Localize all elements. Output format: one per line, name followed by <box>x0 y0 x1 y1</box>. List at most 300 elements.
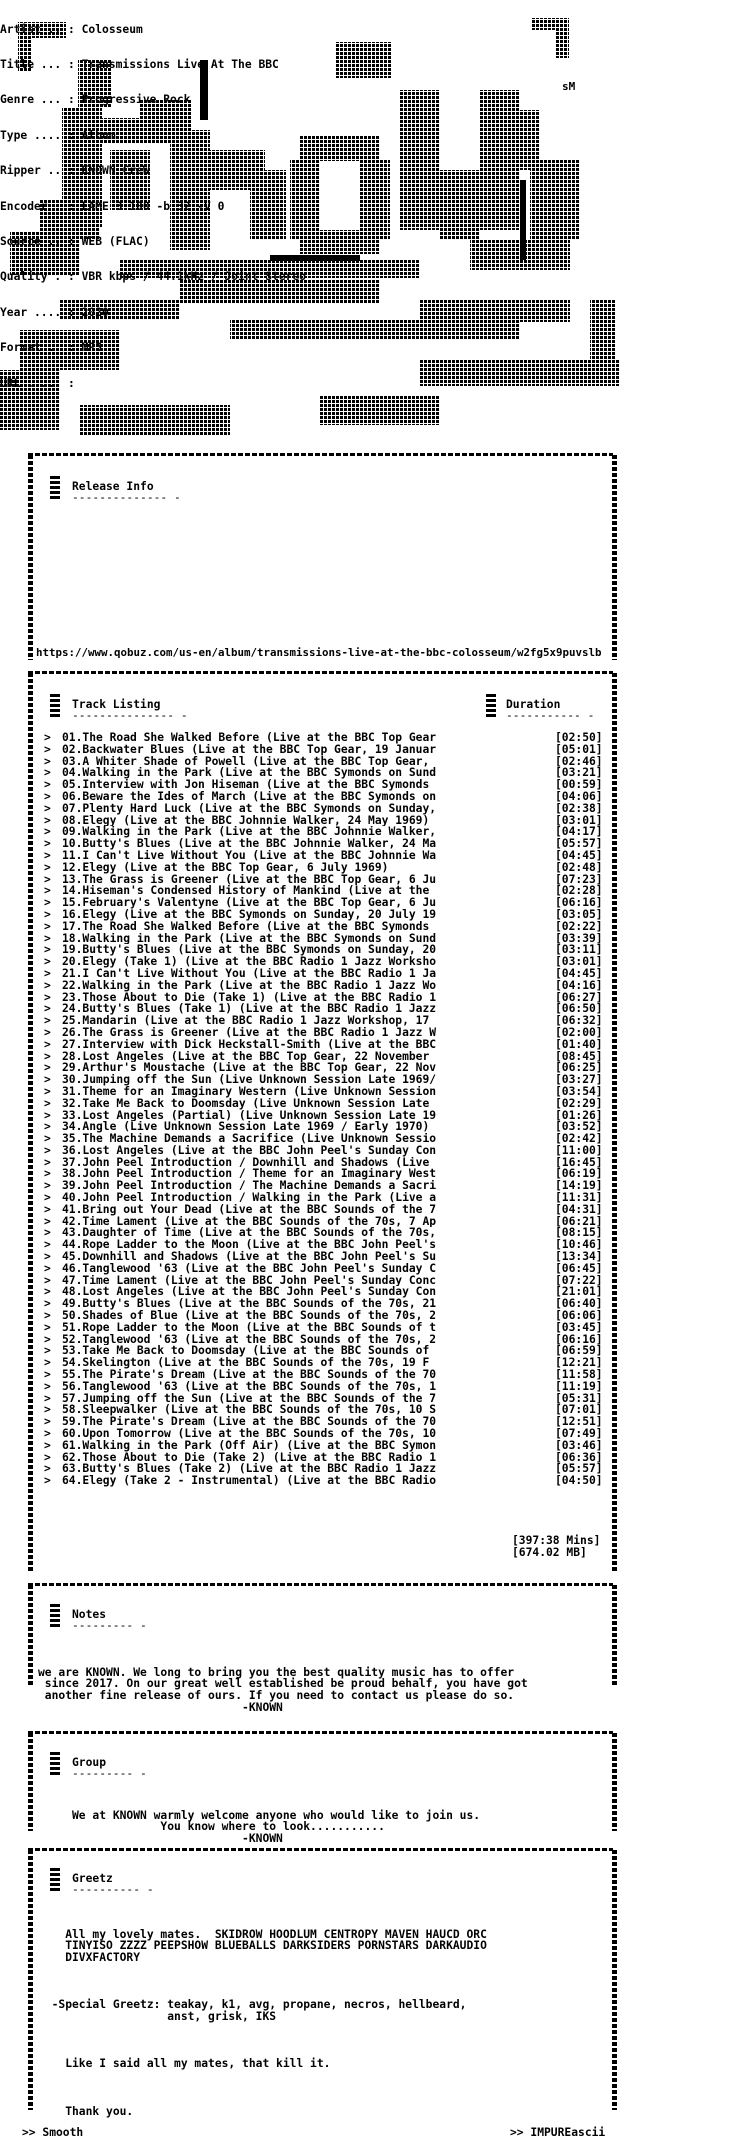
track-title: 52.Tanglewood '63 (Live at the BBC Sounds of the 70s, 2 <box>62 1333 437 1346</box>
track-title: 64.Elegy (Take 2 - Instrumental) (Live at the BBC Radio <box>62 1475 437 1487</box>
track-title: 40.John Peel Introduction / Walking in the Park (Live a <box>62 1192 437 1204</box>
track-title: 46.Tanglewood '63 (Live at the BBC John Peel's Sunday C <box>62 1262 437 1275</box>
track-arrow: > <box>44 1438 51 1452</box>
track-arrow: > <box>44 1191 51 1205</box>
track-row <box>44 1157 635 1169</box>
track-row <box>44 1039 635 1051</box>
track-arrow: > <box>44 1238 51 1252</box>
top-border <box>28 1731 613 1734</box>
track-title: 12.Elegy (Live at the BBC Top Gear, 6 July 1969) <box>62 861 389 874</box>
track-title: 61.Walking in the Park (Off Air) (Live at the BBC Symon <box>62 1439 437 1452</box>
left-border <box>28 1850 33 2110</box>
footer-right: >> IMPUREascii <box>510 2126 606 2139</box>
track-title: 24.Butty's Blues (Take 1) (Live at the BBC Radio 1 Jazz <box>62 1003 437 1016</box>
track-row <box>44 1204 635 1216</box>
track-duration: [04:31] <box>555 1202 603 1216</box>
track-title: 48.Lost Angeles (Live at the BBC John Peel's Sunday Con <box>62 1286 437 1299</box>
track-row <box>44 1298 635 1310</box>
track-row <box>44 1452 635 1464</box>
track-title: 59.The Pirate's Dream (Live at the BBC Sounds of the 70 <box>62 1416 437 1429</box>
track-duration: [11:58] <box>555 1368 603 1382</box>
track-duration: [03:01] <box>555 813 603 827</box>
left-border <box>28 455 33 660</box>
heading-underline: --------------- - <box>72 709 188 722</box>
greetz-heading: Greetz <box>72 1872 113 1885</box>
track-arrow: > <box>44 1391 51 1405</box>
track-duration: [02:50] <box>555 731 603 744</box>
track-duration: [06:45] <box>555 1261 603 1275</box>
track-duration: [11:00] <box>555 1143 603 1157</box>
track-title: 41.Bring out Your Dead (Live at the BBC Sounds of the 7 <box>62 1203 437 1216</box>
left-border <box>28 1733 33 1831</box>
row-url: URL ..... : <box>0 376 82 390</box>
track-arrow: > <box>44 1179 51 1193</box>
heading-underline: ---------- - <box>72 1883 154 1896</box>
track-arrow: > <box>44 1214 51 1228</box>
track-row <box>44 933 635 945</box>
track-row <box>44 779 635 791</box>
track-arrow: > <box>44 848 51 862</box>
track-arrow: > <box>44 789 51 803</box>
track-row <box>44 1168 635 1180</box>
track-row <box>44 1239 635 1251</box>
track-row <box>44 1357 635 1369</box>
track-arrow: > <box>44 990 51 1004</box>
track-row <box>44 1345 635 1357</box>
track-row <box>44 897 635 909</box>
right-border <box>612 1850 617 2110</box>
track-arrow: > <box>44 978 51 992</box>
track-duration: [03:11] <box>555 943 603 957</box>
track-title: 23.Those About to Die (Take 1) (Live at the BBC Radio 1 <box>62 991 437 1004</box>
track-duration: [06:32] <box>555 1014 603 1028</box>
track-arrow: > <box>44 1309 51 1323</box>
track-list <box>44 732 635 1487</box>
track-row <box>44 1051 635 1063</box>
track-arrow: > <box>44 919 51 933</box>
track-title: 29.Arthur's Moustache (Live at the BBC Top Gear, 22 Nov <box>62 1062 437 1075</box>
track-arrow: > <box>44 966 51 980</box>
heading-underline: ----------- - <box>506 709 595 722</box>
track-duration: [06:19] <box>555 1167 603 1181</box>
track-arrow: > <box>44 955 51 969</box>
track-title: 43.Daughter of Time (Live at the BBC Sounds of the 70s, <box>62 1227 437 1240</box>
track-duration: [03:05] <box>555 907 603 921</box>
track-row <box>44 1440 635 1452</box>
right-border <box>612 1733 617 1831</box>
track-row <box>44 732 635 744</box>
track-title: 27.Interview with Dick Heckstall-Smith (Live at the BBC <box>62 1038 437 1051</box>
track-arrow: > <box>44 943 51 957</box>
track-title: 55.The Pirate's Dream (Live at the BBC Sounds of the 70 <box>62 1369 437 1381</box>
track-title: 19.Butty's Blues (Live at the BBC Symonds on Sunday, 20 <box>62 944 437 957</box>
track-arrow: > <box>44 872 51 886</box>
track-duration: [03:45] <box>555 1320 603 1334</box>
track-arrow: > <box>44 1332 51 1346</box>
row-genre: Genre ... : Progressive Rock <box>0 93 191 107</box>
track-title: 34.Angle (Live Unknown Session Late 1969 / Early 1970) <box>62 1121 430 1134</box>
track-arrow: > <box>44 1108 51 1122</box>
heading-marker <box>50 1604 60 1628</box>
track-row <box>44 980 635 992</box>
row-type: Type .... : Album <box>0 128 116 142</box>
track-arrow: > <box>44 931 51 945</box>
track-title: 33.Lost Angeles (Partial) (Live Unknown Session Late 19 <box>62 1109 437 1122</box>
track-title: 32.Take Me Back to Doomsday (Live Unknown Session Late <box>62 1097 430 1110</box>
track-title: 25.Mandarin (Live at the BBC Radio 1 Jazz Workshop, 17 <box>62 1015 430 1027</box>
track-row <box>44 1369 635 1381</box>
track-row <box>44 1393 635 1405</box>
track-arrow: > <box>44 907 51 921</box>
track-arrow: > <box>44 884 51 898</box>
track-duration: [02:42] <box>555 1132 603 1146</box>
track-duration: [01:40] <box>555 1037 603 1051</box>
track-duration: [02:48] <box>555 860 603 874</box>
track-arrow: > <box>44 1132 51 1146</box>
top-border <box>28 453 613 456</box>
track-row <box>44 1416 635 1428</box>
group-heading: Group <box>72 1756 107 1769</box>
track-arrow: > <box>44 1261 51 1275</box>
track-duration: [07:23] <box>555 872 603 886</box>
top-border <box>28 1583 613 1586</box>
track-duration: [04:17] <box>555 825 603 839</box>
track-duration: [10:46] <box>555 1238 603 1252</box>
notes-heading: Notes <box>72 1608 107 1621</box>
heading-marker <box>50 476 60 500</box>
track-row <box>44 815 635 827</box>
release-info-heading: Release Info <box>72 480 154 493</box>
track-title: 10.Butty's Blues (Live at the BBC Johnnie Walker, 24 Ma <box>62 838 437 850</box>
logo-mark: sM <box>562 80 576 93</box>
row-encoder: Encoder . : LAME 3.100 -b 32 -V 0 <box>0 199 225 213</box>
left-border <box>28 673 33 1573</box>
track-row <box>44 944 635 956</box>
heading-marker <box>50 1868 60 1892</box>
track-arrow: > <box>44 1061 51 1075</box>
track-duration: [06:16] <box>555 896 603 910</box>
track-title: 56.Tanglewood '63 (Live at the BBC Sounds of the 70s, 1 <box>62 1380 437 1393</box>
track-title: 16.Elegy (Live at the BBC Symonds on Sunday, 20 July 19 <box>62 908 437 921</box>
track-duration: [03:54] <box>555 1084 603 1098</box>
track-duration: [07:49] <box>555 1427 603 1441</box>
track-arrow: > <box>44 731 51 744</box>
track-title: 02.Backwater Blues (Live at the BBC Top Gear, 19 Januar <box>62 743 437 756</box>
track-duration: [16:45] <box>555 1155 603 1169</box>
track-arrow: > <box>44 1014 51 1028</box>
track-arrow: > <box>44 896 51 910</box>
row-artist: Artist .. : Colosseum <box>0 22 143 36</box>
track-duration: [06:50] <box>555 1002 603 1016</box>
track-row <box>44 826 635 838</box>
track-listing-heading: Track Listing <box>72 698 161 711</box>
track-arrow: > <box>44 1427 51 1441</box>
track-title: 38.John Peel Introduction / Theme for an Imaginary West <box>62 1168 437 1181</box>
track-arrow: > <box>44 801 51 815</box>
track-duration: [12:51] <box>555 1415 603 1429</box>
track-arrow: > <box>44 1084 51 1098</box>
track-row <box>44 1310 635 1322</box>
track-duration: [03:46] <box>555 1438 603 1452</box>
track-row <box>44 838 635 850</box>
heading-underline: --------- - <box>72 1619 147 1632</box>
track-duration: [11:19] <box>555 1379 603 1393</box>
track-row <box>44 909 635 921</box>
track-arrow: > <box>44 1379 51 1393</box>
track-arrow: > <box>44 1002 51 1016</box>
track-arrow: > <box>44 1202 51 1216</box>
track-row <box>44 1428 635 1440</box>
heading-marker <box>50 1752 60 1776</box>
release-url-link[interactable]: https://www.qobuz.com/us-en/album/transmissions-live-at-the-bbc-colosseum/w2fg5x9puvslb <box>36 646 602 659</box>
track-title: 05.Interview with Jon Hiseman (Live at the BBC Symonds <box>62 779 430 791</box>
track-title: 01.The Road She Walked Before (Live at the BBC Top Gear <box>62 732 437 744</box>
track-duration: [06:06] <box>555 1309 603 1323</box>
track-duration: [21:01] <box>555 1285 603 1299</box>
track-title: 49.Butty's Blues (Live at the BBC Sounds of the 70s, 21 <box>62 1298 437 1311</box>
track-row <box>44 1216 635 1228</box>
track-title: 20.Elegy (Take 1) (Live at the BBC Radio 1 Jazz Worksho <box>62 956 437 968</box>
heading-marker <box>50 694 60 718</box>
track-arrow: > <box>44 1462 51 1476</box>
track-title: 36.Lost Angeles (Live at the BBC John Peel's Sunday Con <box>62 1144 437 1157</box>
track-duration: [13:34] <box>555 1250 603 1264</box>
track-duration: [00:59] <box>555 778 603 792</box>
track-row <box>44 921 635 933</box>
track-arrow: > <box>44 742 51 756</box>
track-title: 37.John Peel Introduction / Downhill and Shadows (Live <box>62 1156 430 1169</box>
track-row <box>44 1086 635 1098</box>
track-row <box>44 1475 635 1487</box>
track-row <box>44 956 635 968</box>
track-duration: [07:01] <box>555 1403 603 1417</box>
track-row <box>44 850 635 862</box>
track-title: 31.Theme for an Imaginary Western (Live Unknown Session <box>62 1085 437 1098</box>
track-arrow: > <box>44 1285 51 1299</box>
track-duration: [04:45] <box>555 848 603 862</box>
track-duration: [02:46] <box>555 754 603 768</box>
track-title: 58.Sleepwalker (Live at the BBC Sounds of the 70s, 10 S <box>62 1404 437 1417</box>
track-title: 22.Walking in the Park (Live at the BBC Radio 1 Jazz Wo <box>62 979 437 992</box>
track-duration: [05:01] <box>555 742 603 756</box>
track-row <box>44 1110 635 1122</box>
duration-heading: Duration <box>506 698 561 711</box>
track-arrow: > <box>44 1415 51 1429</box>
track-row <box>44 1015 635 1027</box>
track-row <box>44 767 635 779</box>
track-duration: [11:31] <box>555 1191 603 1205</box>
track-row <box>44 1098 635 1110</box>
track-arrow: > <box>44 1037 51 1051</box>
track-title: 14.Hiseman's Condensed History of Mankind (Live at the <box>62 885 430 898</box>
total-size: [674.02 MB] <box>512 1546 587 1559</box>
track-arrow: > <box>44 1143 51 1157</box>
track-row <box>44 791 635 803</box>
track-title: 51.Rope Ladder to the Moon (Live at the BBC Sounds of t <box>62 1321 437 1334</box>
heading-underline: -------------- - <box>72 491 181 504</box>
track-arrow: > <box>44 1155 51 1169</box>
track-arrow: > <box>44 1096 51 1110</box>
track-title: 28.Lost Angeles (Live at the BBC Top Gear, 22 November <box>62 1050 430 1063</box>
heading-underline: --------- - <box>72 1767 147 1780</box>
track-duration: [06:27] <box>555 990 603 1004</box>
track-duration: [07:22] <box>555 1273 603 1287</box>
track-duration: [03:52] <box>555 1120 603 1134</box>
track-row <box>44 756 635 768</box>
track-arrow: > <box>44 1167 51 1181</box>
row-title: Title ... : Transmissions Live At The BBC <box>0 57 279 71</box>
row-year: Year .... : 2020 <box>0 305 109 319</box>
row-quality: Quality . : VBR kbps / 44.1kHz / Joint Stereo <box>0 270 307 284</box>
track-duration: [02:38] <box>555 801 603 815</box>
row-format: Format .. : MP3 <box>0 341 103 355</box>
track-row <box>44 1322 635 1334</box>
track-arrow: > <box>44 813 51 827</box>
footer-left: >> Smooth <box>22 2126 84 2139</box>
track-title: 21.I Can't Live Without You (Live at the BBC Radio 1 Ja <box>62 967 437 980</box>
track-row <box>44 862 635 874</box>
track-row <box>44 1263 635 1275</box>
track-title: 42.Time Lament (Live at the BBC Sounds of the 70s, 7 Ap <box>62 1215 437 1228</box>
track-arrow: > <box>44 825 51 839</box>
track-title: 09.Walking in the Park (Live at the BBC Johnnie Walker, <box>62 826 437 839</box>
track-title: 06.Beware the Ides of March (Live at the BBC Symonds on <box>62 790 437 803</box>
track-title: 11.I Can't Live Without You (Live at the BBC Johnnie Wa <box>62 849 437 862</box>
track-title: 35.The Machine Demands a Sacrifice (Live Unknown Sessio <box>62 1133 437 1145</box>
track-arrow: > <box>44 1356 51 1370</box>
track-row <box>44 968 635 980</box>
release-rows <box>0 0 306 413</box>
track-duration: [06:25] <box>555 1061 603 1075</box>
track-duration: [06:21] <box>555 1214 603 1228</box>
track-duration: [02:00] <box>555 1025 603 1039</box>
track-title: 17.The Road She Walked Before (Live at the BBC Symonds <box>62 920 430 933</box>
group-body: We at KNOWN warmly welcome anyone who would like to join us. You know where to look........... -KNOWN <box>38 1808 481 1846</box>
row-ripper: Ripper .. : KNOWN CreW <box>0 164 150 178</box>
track-row <box>44 1027 635 1039</box>
track-row <box>44 744 635 756</box>
track-duration: [01:26] <box>555 1108 603 1122</box>
track-title: 39.John Peel Introduction / The Machine Demands a Sacri <box>62 1180 437 1193</box>
track-duration: [03:01] <box>555 955 603 969</box>
track-title: 50.Shades of Blue (Live at the BBC Sounds of the 70s, 2 <box>62 1310 437 1322</box>
track-arrow: > <box>44 1450 51 1464</box>
track-duration: [06:36] <box>555 1450 603 1464</box>
track-title: 62.Those About to Die (Take 2) (Live at the BBC Radio 1 <box>62 1451 437 1464</box>
row-source: Source .. : WEB (FLAC) <box>0 234 150 248</box>
track-title: 53.Take Me Back to Doomsday (Live at the BBC Sounds of <box>62 1345 430 1358</box>
track-row <box>44 1145 635 1157</box>
track-row <box>44 1334 635 1346</box>
track-row <box>44 1275 635 1287</box>
track-arrow: > <box>44 778 51 792</box>
track-row <box>44 1062 635 1074</box>
track-row <box>44 1381 635 1393</box>
track-title: 13.The Grass is Greener (Live at the BBC Top Gear, 6 Ju <box>62 873 437 886</box>
track-row <box>44 1227 635 1239</box>
total-time: [397:38 Mins] <box>512 1534 601 1547</box>
track-arrow: > <box>44 1025 51 1039</box>
track-duration: [06:59] <box>555 1344 603 1358</box>
track-duration: [03:21] <box>555 766 603 780</box>
track-title: 26.The Grass is Greener (Live at the BBC Radio 1 Jazz W <box>62 1026 437 1039</box>
track-arrow: > <box>44 837 51 851</box>
track-duration: [06:16] <box>555 1332 603 1346</box>
right-border <box>612 1585 617 1685</box>
track-row <box>44 1463 635 1475</box>
track-row <box>44 1251 635 1263</box>
track-arrow: > <box>44 1250 51 1264</box>
greetz-body: All my lovely mates. SKIDROW HOODLUM CENTROPY MAVEN HAUCD ORC TINYISO ZZZZ PEEPSHOW BLUEBALLS DARKSIDERS PORNSTARS DARKAUDIO DIVXFACTORY -Special Greetz: teakay, k1, avg, propane, necros, hellbeard, anst, grisk, IKS Like I said all my mates, that kill it. Thank you. <box>38 1927 487 2118</box>
notes-body: we are KNOWN. We long to bring you the best quality music has to offer since 2017. On our great well established be proud behalf, you have got another fine release of ours. If you need to contact us please do so. -KNOWN <box>38 1665 528 1714</box>
track-duration: [14:19] <box>555 1179 603 1193</box>
track-title: 08.Elegy (Live at the BBC Johnnie Walker, 24 May 1969) <box>62 814 430 827</box>
track-duration: [03:39] <box>555 931 603 945</box>
track-title: 54.Skelington (Live at the BBC Sounds of the 70s, 19 F <box>62 1357 430 1370</box>
track-row <box>44 1180 635 1192</box>
track-duration: [03:27] <box>555 1073 603 1087</box>
track-title: 30.Jumping off the Sun (Live Unknown Session Late 1969/ <box>62 1074 437 1086</box>
left-border <box>28 1585 33 1685</box>
track-title: 04.Walking in the Park (Live at the BBC Symonds on Sund <box>62 767 437 780</box>
track-duration: [04:16] <box>555 978 603 992</box>
track-arrow: > <box>44 766 51 780</box>
track-arrow: > <box>44 1474 51 1488</box>
track-title: 63.Butty's Blues (Take 2) (Live at the BBC Radio 1 Jazz <box>62 1463 437 1476</box>
track-arrow: > <box>44 1320 51 1334</box>
release-info-section <box>0 0 602 659</box>
track-duration: [08:45] <box>555 1049 603 1063</box>
right-border <box>612 455 617 660</box>
track-arrow: > <box>44 1226 51 1240</box>
track-duration: [04:50] <box>555 1474 603 1488</box>
track-row <box>44 874 635 886</box>
track-arrow: > <box>44 754 51 768</box>
top-border <box>28 671 613 674</box>
track-duration: [02:29] <box>555 1096 603 1110</box>
track-row <box>44 1074 635 1086</box>
track-row <box>44 1003 635 1015</box>
track-arrow: > <box>44 1273 51 1287</box>
track-duration: [08:15] <box>555 1226 603 1240</box>
track-title: 47.Time Lament (Live at the BBC John Peel's Sunday Conc <box>62 1274 437 1287</box>
track-title: 60.Upon Tomorrow (Live at the BBC Sounds of the 70s, 10 <box>62 1428 437 1440</box>
track-arrow: > <box>44 1120 51 1134</box>
track-duration: [05:57] <box>555 1462 603 1476</box>
track-arrow: > <box>44 860 51 874</box>
track-duration: [05:57] <box>555 837 603 851</box>
track-duration: [02:28] <box>555 884 603 898</box>
track-row <box>44 803 635 815</box>
track-arrow: > <box>44 1049 51 1063</box>
track-row <box>44 1286 635 1298</box>
track-title: 15.February's Valentyne (Live at the BBC Top Gear, 6 Ju <box>62 897 437 909</box>
track-duration: [05:31] <box>555 1391 603 1405</box>
track-row <box>44 1404 635 1416</box>
track-arrow: > <box>44 1344 51 1358</box>
track-arrow: > <box>44 1368 51 1382</box>
track-duration: [06:40] <box>555 1297 603 1311</box>
track-title: 57.Jumping off the Sun (Live at the BBC Sounds of the 7 <box>62 1392 437 1405</box>
track-row <box>44 1121 635 1133</box>
track-arrow: > <box>44 1073 51 1087</box>
track-title: 45.Downhill and Shadows (Live at the BBC John Peel's Su <box>62 1251 437 1263</box>
track-title: 18.Walking in the Park (Live at the BBC Symonds on Sund <box>62 932 437 945</box>
track-duration: [04:45] <box>555 966 603 980</box>
track-row <box>44 1133 635 1145</box>
track-row <box>44 1192 635 1204</box>
track-title: 07.Plenty Hard Luck (Live at the BBC Symonds on Sunday, <box>62 802 437 815</box>
